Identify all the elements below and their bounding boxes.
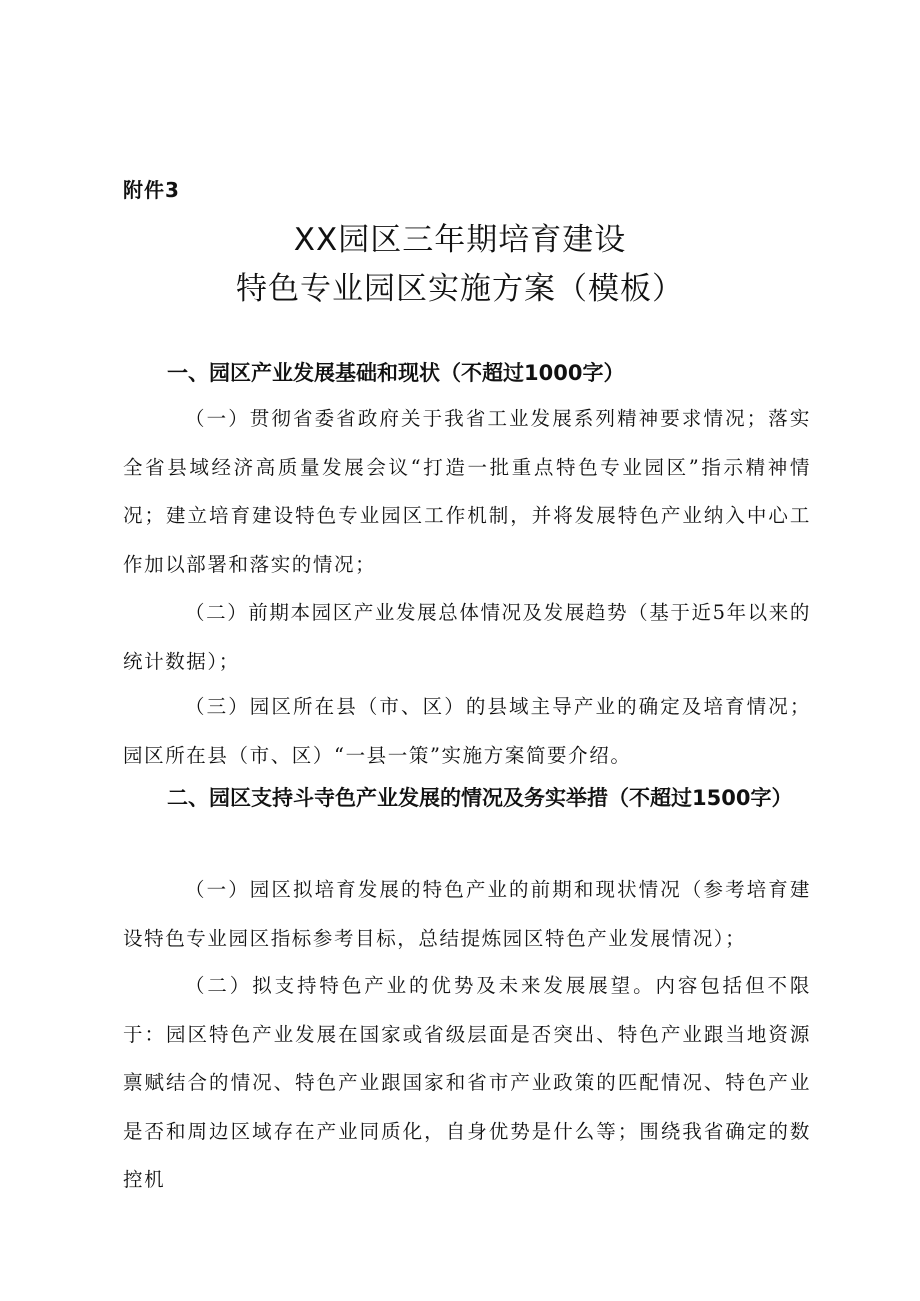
section-2-paragraph-2: （二）拟支持特色产业的优势及未来发展展望。内容包括但不限于：园区特色产业发展在国家或省级层面是否突出、特色产业跟当地资源禀赋结合的情况、特色产业跟国家和省市产业政策的匹配情况、特色产业是否和周边区域存在产业同质化，自身优势是什么等；围绕我省确定的数控机 <box>123 974 811 1191</box>
section-2-paragraph-1: （一）园区拟培育发展的特色产业的前期和现状情况（参考培育建设特色专业园区指标参考目标，总结提炼园区特色产业发展情况）； <box>123 878 811 950</box>
section-1-paragraph-3: （三）园区所在县（市、区）的县域主导产业的确定及培育情况；园区所在县（市、区）“一县一策”实施方案简要介绍。 <box>123 695 811 767</box>
section-heading-1: 一、园区产业发展基础和现状（不超过1000字） <box>167 361 625 385</box>
document-title-line-1: XX园区三年期培育建设 <box>293 222 627 258</box>
section-1-paragraph-1: （一）贯彻省委省政府关于我省工业发展系列精神要求情况；落实全省县域经济高质量发展会议“打造一批重点特色专业园区”指示精神情况；建立培育建设特色专业园区工作机制，并将发展特色产业纳入中心工作加以部署和落实的情况； <box>123 407 811 576</box>
section-heading-2: 二、园区支持斗寺色产业发展的情况及务实举措（不超过1500字） <box>167 786 793 810</box>
document-title-line-2: 特色专业园区实施方案（模板） <box>236 271 684 307</box>
attachment-label: 附件3 <box>123 178 180 202</box>
section-1-paragraph-2: （二）前期本园区产业发展总体情况及发展趋势（基于近5年以来的统计数据）； <box>123 601 811 673</box>
